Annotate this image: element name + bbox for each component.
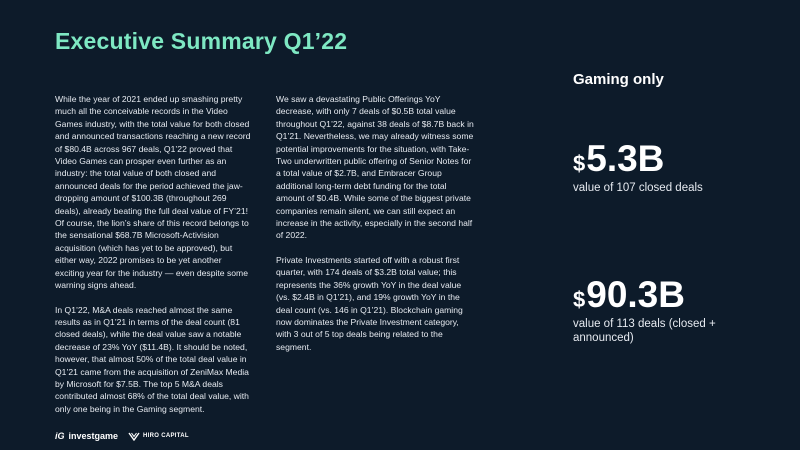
footer-logos <box>55 431 189 441</box>
currency-symbol: $ <box>573 287 586 312</box>
paragraph-mna: In Q1’22, M&A deals reached almost the same results as in Q1’21 in terms of the deal count (81 closed deals), while the deal value saw a notable decrease of 23% YoY ($11.4B). It should be noted, however, that almost 50% of the total deal value in Q1’21 came from the acquisition of ZeniMax Media by Microsoft for $7.5B. The top 5 M&A deals contributed almost 68% of the total deal value, with only one being in the Gaming segment. <box>55 304 249 414</box>
hiro-capital-mark-icon <box>128 432 140 441</box>
page-title: Executive Summary Q1’22 <box>55 28 348 54</box>
stat-total-deals <box>573 276 743 345</box>
investgame-logo-name: investgame <box>68 431 119 441</box>
stat-closed-deals <box>573 140 743 195</box>
gaming-only-heading: Gaming only <box>573 71 664 88</box>
middle-text-column <box>276 93 474 365</box>
currency-symbol: $ <box>573 151 586 176</box>
paragraph-overview: While the year of 2021 ended up smashing pretty much all the conceivable records in the Video Games industry, with the total value for both closed and announced transactions reaching a new record of $80.4B across 967 deals, Q1’22 proved that Video Games can prosper even further as an industry: the total value of both closed and announced deals for the period achieved the jaw-dropping amount of $100.3B (throughout 269 deals), already beating the full deal value of FY’21! Of course, the lion’s share of this record belongs to the sensational $68.7B Microsoft-Activision acquisition (which has yet to be approved), but either way, 2022 promises to be yet another exciting year for the industry — even despite some warning signs ahead. <box>55 94 251 291</box>
investgame-logo-icon <box>55 431 118 441</box>
stat-number: 5.3B <box>586 138 665 179</box>
paragraph-private-investments: Private Investments started off with a robust first quarter, with 174 deals of $3.2B total value; this represents the 36% growth YoY in the deal value (vs. $2.4B in Q1’21), and 19% growth YoY in the deal count (vs. 146 in Q1’21). Blockchain gaming now dominates the Private Investment category, with 3 out of 5 top deals being related to the segment. <box>276 254 463 352</box>
stat-description: value of 113 deals (closed + announced) <box>573 318 716 344</box>
investgame-logo-mark: iG <box>55 431 65 441</box>
hiro-capital-logo-icon <box>128 432 189 441</box>
stat-number: 90.3B <box>586 274 685 315</box>
left-text-column <box>55 93 253 427</box>
stat-closed-value <box>573 140 743 177</box>
hiro-capital-logo-name: HIRO CAPITAL <box>143 433 189 439</box>
paragraph-public-offerings: We saw a devastating Public Offerings YoY decrease, with only 7 deals of $0.5B total value throughout Q1’22, against 38 deals of $8.7B back in Q1’21. Nevertheless, we may already witness some potential improvements for the situation, with Take-Two underwritten public offering of Senior Notes for a total value of $2.7B, and Embracer Group additional long-term debt funding for the total amount of $0.4B. While some of the biggest private companies remain silent, we can still expect an increase in the activity, especially in the second half of 2022. <box>276 94 474 241</box>
stat-total-value <box>573 276 743 313</box>
stat-description: value of 107 closed deals <box>573 182 703 194</box>
